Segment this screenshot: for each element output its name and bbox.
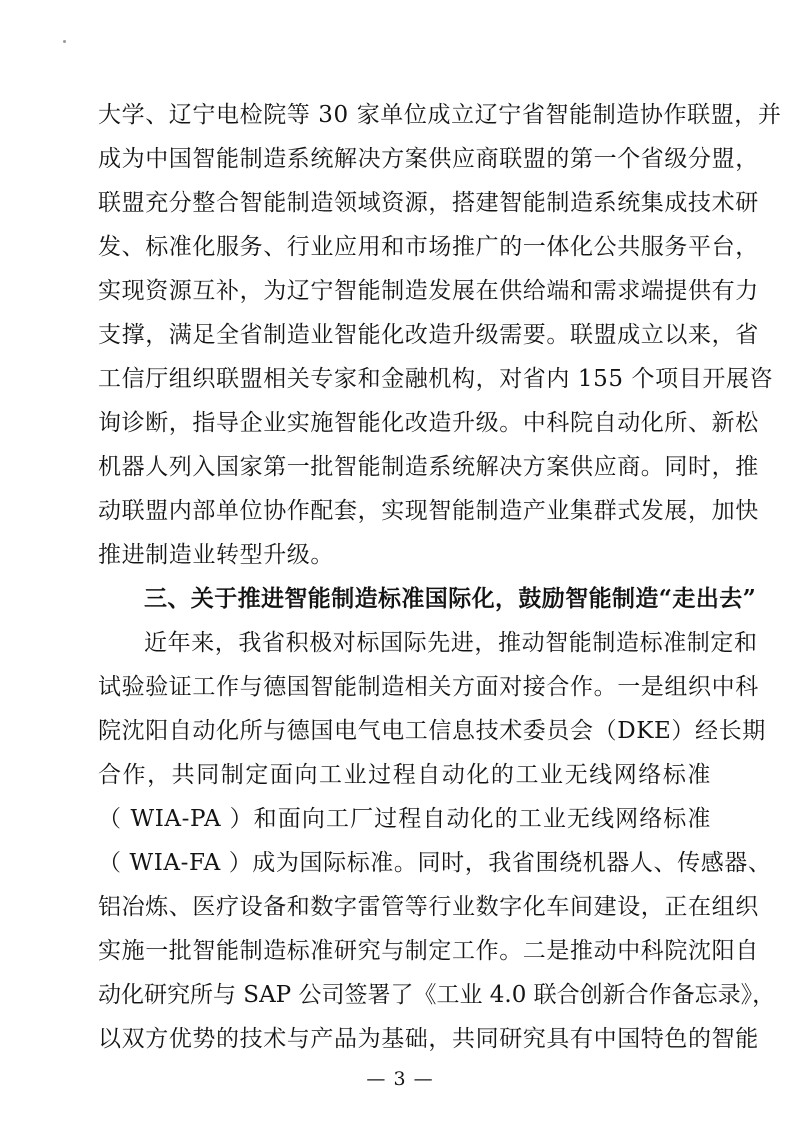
body-line: 动联盟内部单位协作配套，实现智能制造产业集群式发展，加快: [98, 498, 759, 524]
body-line: 成为中国智能制造系统解决方案供应商联盟的第一个省级分盟，: [98, 146, 759, 172]
body-line: 支撑，满足全省制造业智能化改造升级需要。联盟成立以来，省: [98, 322, 759, 348]
body-line: 联盟充分整合智能制造领域资源，搭建智能制造系统集成技术研: [98, 190, 759, 216]
body-line: 近年来，我省积极对标国际先进，推动智能制造标准制定和: [144, 630, 758, 656]
section-heading: 三、关于推进智能制造标准国际化，鼓励智能制造“走出去”: [144, 585, 757, 612]
scan-mark: [63, 40, 66, 43]
body-line: 铝冶炼、医疗设备和数字雷管等行业数字化车间建设，正在组织: [98, 894, 759, 920]
body-line: 工信厅组织联盟相关专家和金融机构，对省内 155 个项目开展咨: [98, 366, 774, 392]
body-line: 动化研究所与 SAP 公司签署了《工业 4.0 联合创新合作备忘录》，: [98, 982, 776, 1008]
body-line: （ WIA-PA ）和面向工厂过程自动化的工业无线网络标准: [98, 806, 711, 832]
body-line: 试验验证工作与德国智能制造相关方面对接合作。一是组织中科: [98, 674, 759, 700]
body-line: 实施一批智能制造标准研究与制定工作。二是推动中科院沈阳自: [98, 938, 759, 964]
body-line: 实现资源互补，为辽宁智能制造发展在供给端和需求端提供有力: [98, 278, 759, 304]
body-line: 以双方优势的技术与产品为基础，共同研究具有中国特色的智能: [98, 1026, 759, 1052]
body-line: 院沈阳自动化所与德国电气电工信息技术委员会（DKE）经长期: [98, 718, 766, 744]
body-line: 大学、辽宁电检院等 30 家单位成立辽宁省智能制造协作联盟，并: [98, 102, 782, 128]
body-line: 发、标准化服务、行业应用和市场推广的一体化公共服务平台，: [98, 234, 759, 260]
body-line: 合作，共同制定面向工业过程自动化的工业无线网络标准: [98, 762, 711, 788]
body-line: 询诊断，指导企业实施智能化改造升级。中科院自动化所、新松: [98, 410, 759, 436]
body-line: 推进制造业转型升级。: [98, 542, 334, 568]
body-line: 机器人列入国家第一批智能制造系统解决方案供应商。同时，推: [98, 454, 759, 480]
page-number: — 3 —: [366, 1068, 434, 1090]
body-line: （ WIA-FA ）成为国际标准。同时，我省围绕机器人、传感器、: [98, 850, 772, 876]
